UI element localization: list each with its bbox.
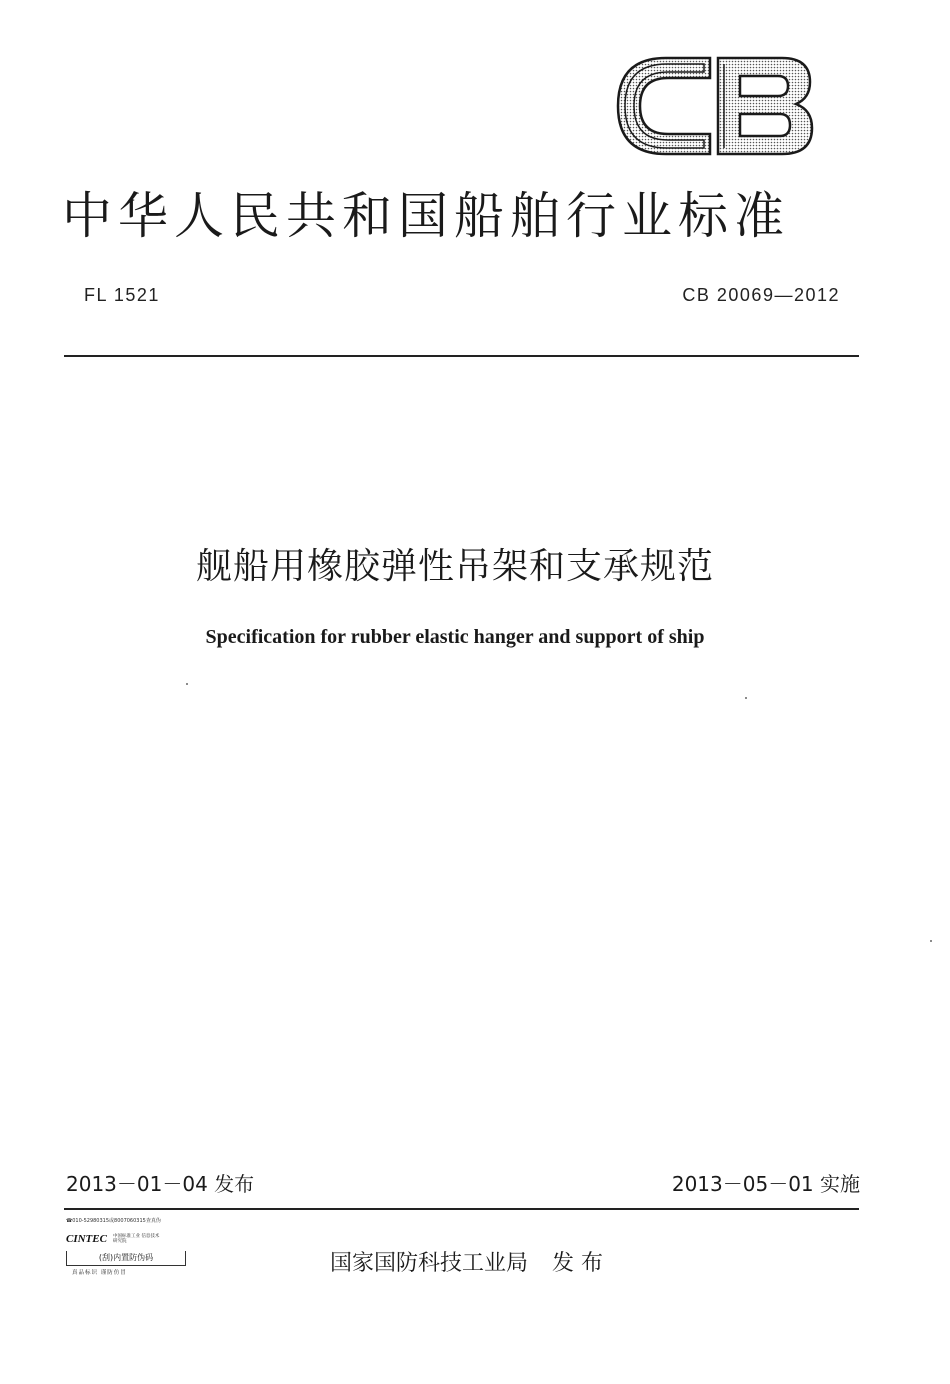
issue-date: 2013－01－04 发布 [66,1172,255,1196]
main-title: 中华人民共和国船舶行业标准 [62,187,790,245]
label-authenticity-note: 真品标识 谨防仿冒 [72,1270,127,1276]
cintec-logo: CINTEC [66,1233,107,1245]
label-organization: 中国标准工业 信息技术研究院 [112,1234,160,1244]
publisher-name: 国家国防科技工业局 [330,1251,529,1276]
cb-logo [614,54,816,158]
label-verification-phone: ☎010-52980315或8007060315查真伪 [66,1218,161,1224]
logo-letter-b [718,58,812,154]
anti-counterfeit-code-box: (刮)内置防伪码 [66,1251,186,1266]
scan-speck [186,683,188,685]
publisher-suffix: 发 布 [552,1251,604,1276]
publisher [330,1246,603,1277]
bottom-divider [64,1208,859,1210]
anti-counterfeit-label [66,1217,196,1289]
classification-code: FL 1521 [84,285,160,305]
standard-number: CB 20069—2012 [682,285,840,305]
document-title-cn: 舰船用橡胶弹性吊架和支承规范 [195,546,714,587]
top-divider [64,355,859,357]
scan-speck [930,940,932,942]
implementation-date: 2013－05－01 实施 [671,1172,860,1196]
document-title-en: Specification for rubber elastic hanger and support of ship [205,626,705,648]
scan-speck [745,697,747,699]
